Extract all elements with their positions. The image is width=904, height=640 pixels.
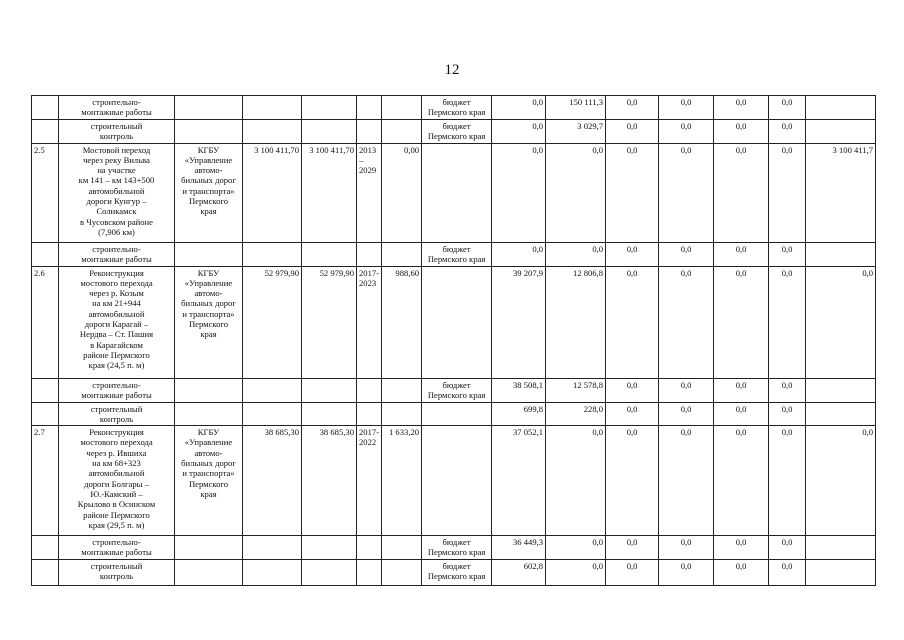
row-number-cell: 2.5 [32, 143, 59, 242]
funding-source-cell: бюджет Пермского края [422, 560, 492, 586]
table-row [32, 560, 876, 586]
value-year-2-cell: 0,0 [546, 143, 606, 242]
value-total-cell [806, 96, 876, 120]
funded-amount-cell [382, 536, 422, 560]
row-number-cell [32, 96, 59, 120]
page-number: 12 [444, 62, 460, 78]
value-year-6-cell: 0,0 [769, 560, 806, 586]
row-number-cell [32, 378, 59, 402]
row-number-cell: 2.6 [32, 266, 59, 378]
organization-cell [175, 242, 243, 266]
period-cell [357, 242, 382, 266]
value-year-2-cell: 0,0 [546, 242, 606, 266]
table-row [32, 143, 876, 242]
value-year-5-cell: 0,0 [714, 242, 769, 266]
value-year-3-cell: 0,0 [606, 120, 659, 144]
table-row [32, 120, 876, 144]
work-name-cell: строительно- монтажные работы [59, 242, 175, 266]
work-name-cell: строительный контроль [59, 560, 175, 586]
value-year-4-cell: 0,0 [659, 120, 714, 144]
funded-amount-cell [382, 402, 422, 426]
period-cell [357, 402, 382, 426]
value-year-4-cell: 0,0 [659, 266, 714, 378]
value-year-6-cell: 0,0 [769, 426, 806, 536]
table-row [32, 426, 876, 536]
organization-cell [175, 120, 243, 144]
funded-amount-cell [382, 242, 422, 266]
organization-cell: КГБУ «Управление автомо- бильных дорог и транспорта» Пермского края [175, 426, 243, 536]
value-year-6-cell: 0,0 [769, 242, 806, 266]
funded-amount-cell: 1 633,20 [382, 426, 422, 536]
value-year-4-cell: 0,0 [659, 378, 714, 402]
remaining-cost-cell: 38 685,30 [302, 426, 357, 536]
value-total-cell: 3 100 411,7 [806, 143, 876, 242]
row-number-cell [32, 536, 59, 560]
value-total-cell: 0,0 [806, 266, 876, 378]
remaining-cost-cell [302, 242, 357, 266]
work-name-cell: Реконструкция мостового перехода через р. Козым на км 21+944 автомобильной дороги Карагай – Нердва – Ст. Пашия в Карагайском районе Пермского края (24,5 п. м) [59, 266, 175, 378]
estimated-cost-cell [243, 378, 302, 402]
value-year-2-cell: 0,0 [546, 426, 606, 536]
funded-amount-cell: 988,60 [382, 266, 422, 378]
remaining-cost-cell [302, 560, 357, 586]
value-year-5-cell: 0,0 [714, 426, 769, 536]
value-year-5-cell: 0,0 [714, 96, 769, 120]
work-name-cell: строительный контроль [59, 120, 175, 144]
organization-cell [175, 378, 243, 402]
value-year-4-cell: 0,0 [659, 143, 714, 242]
value-total-cell [806, 120, 876, 144]
value-year-1-cell: 0,0 [492, 242, 546, 266]
funding-source-cell: бюджет Пермского края [422, 96, 492, 120]
remaining-cost-cell [302, 536, 357, 560]
value-total-cell [806, 378, 876, 402]
value-year-2-cell: 0,0 [546, 536, 606, 560]
funding-source-cell: бюджет Пермского края [422, 378, 492, 402]
remaining-cost-cell [302, 402, 357, 426]
period-cell: 2017- 2023 [357, 266, 382, 378]
value-year-1-cell: 0,0 [492, 143, 546, 242]
value-year-6-cell: 0,0 [769, 536, 806, 560]
work-name-cell: строительно- монтажные работы [59, 378, 175, 402]
value-year-1-cell: 699,8 [492, 402, 546, 426]
period-cell: 2013 – 2029 [357, 143, 382, 242]
value-year-3-cell: 0,0 [606, 378, 659, 402]
work-name-cell: строительно- монтажные работы [59, 96, 175, 120]
organization-cell [175, 402, 243, 426]
value-total-cell [806, 242, 876, 266]
period-cell [357, 120, 382, 144]
estimated-cost-cell: 3 100 411,70 [243, 143, 302, 242]
estimated-cost-cell [243, 402, 302, 426]
funded-amount-cell [382, 96, 422, 120]
estimated-cost-cell [243, 120, 302, 144]
value-year-2-cell: 12 806,8 [546, 266, 606, 378]
value-year-3-cell: 0,0 [606, 96, 659, 120]
value-year-3-cell: 0,0 [606, 426, 659, 536]
period-cell [357, 536, 382, 560]
value-year-4-cell: 0,0 [659, 426, 714, 536]
value-year-4-cell: 0,0 [659, 242, 714, 266]
funding-source-cell [422, 426, 492, 536]
table-row [32, 402, 876, 426]
value-year-5-cell: 0,0 [714, 536, 769, 560]
value-year-2-cell: 228,0 [546, 402, 606, 426]
value-year-2-cell: 0,0 [546, 560, 606, 586]
value-total-cell: 0,0 [806, 426, 876, 536]
value-year-5-cell: 0,0 [714, 560, 769, 586]
funding-source-cell [422, 143, 492, 242]
value-year-6-cell: 0,0 [769, 266, 806, 378]
funding-source-cell: бюджет Пермского края [422, 120, 492, 144]
funding-source-cell [422, 266, 492, 378]
value-year-2-cell: 12 578,8 [546, 378, 606, 402]
value-year-5-cell: 0,0 [714, 120, 769, 144]
value-year-5-cell: 0,0 [714, 402, 769, 426]
work-name-cell: Мостовой переход через реку Вильва на участке км 141 – км 143+500 автомобильной дороги Кунгур – Соликамск в Чусовском районе (7,906 км) [59, 143, 175, 242]
table-row [32, 96, 876, 120]
row-number-cell [32, 560, 59, 586]
program-table [31, 95, 876, 586]
funding-source-cell [422, 402, 492, 426]
organization-cell [175, 560, 243, 586]
period-cell [357, 96, 382, 120]
value-year-3-cell: 0,0 [606, 560, 659, 586]
value-year-3-cell: 0,0 [606, 242, 659, 266]
estimated-cost-cell: 52 979,90 [243, 266, 302, 378]
value-year-3-cell: 0,0 [606, 402, 659, 426]
funded-amount-cell [382, 560, 422, 586]
estimated-cost-cell: 38 685,30 [243, 426, 302, 536]
value-year-1-cell: 602,8 [492, 560, 546, 586]
value-year-6-cell: 0,0 [769, 96, 806, 120]
value-year-4-cell: 0,0 [659, 96, 714, 120]
estimated-cost-cell [243, 536, 302, 560]
value-year-6-cell: 0,0 [769, 402, 806, 426]
funded-amount-cell: 0,00 [382, 143, 422, 242]
value-year-2-cell: 3 029,7 [546, 120, 606, 144]
funding-source-cell: бюджет Пермского края [422, 536, 492, 560]
table-row [32, 378, 876, 402]
value-year-3-cell: 0,0 [606, 266, 659, 378]
table-row [32, 266, 876, 378]
row-number-cell [32, 242, 59, 266]
value-year-2-cell: 150 111,3 [546, 96, 606, 120]
value-year-4-cell: 0,0 [659, 402, 714, 426]
funded-amount-cell [382, 120, 422, 144]
work-name-cell: строительный контроль [59, 402, 175, 426]
value-year-1-cell: 39 207,9 [492, 266, 546, 378]
value-year-5-cell: 0,0 [714, 378, 769, 402]
value-year-6-cell: 0,0 [769, 378, 806, 402]
organization-cell [175, 536, 243, 560]
value-total-cell [806, 536, 876, 560]
value-year-1-cell: 0,0 [492, 120, 546, 144]
remaining-cost-cell [302, 378, 357, 402]
value-year-1-cell: 0,0 [492, 96, 546, 120]
period-cell [357, 378, 382, 402]
value-year-5-cell: 0,0 [714, 266, 769, 378]
work-name-cell: Реконструкция мостового перехода через р. Ившиха на км 68+323 автомобильной дороги Болгары – Ю.-Камский – Крылово в Осинском районе Пермского края (29,5 п. м) [59, 426, 175, 536]
value-total-cell [806, 560, 876, 586]
remaining-cost-cell [302, 120, 357, 144]
work-name-cell: строительно- монтажные работы [59, 536, 175, 560]
value-year-3-cell: 0,0 [606, 536, 659, 560]
table-body [32, 96, 876, 586]
table-row [32, 536, 876, 560]
value-year-4-cell: 0,0 [659, 560, 714, 586]
estimated-cost-cell [243, 560, 302, 586]
value-year-1-cell: 36 449,3 [492, 536, 546, 560]
table-row [32, 242, 876, 266]
value-year-6-cell: 0,0 [769, 120, 806, 144]
value-year-5-cell: 0,0 [714, 143, 769, 242]
organization-cell [175, 96, 243, 120]
value-year-3-cell: 0,0 [606, 143, 659, 242]
value-year-4-cell: 0,0 [659, 536, 714, 560]
row-number-cell: 2.7 [32, 426, 59, 536]
remaining-cost-cell: 52 979,90 [302, 266, 357, 378]
funded-amount-cell [382, 378, 422, 402]
organization-cell: КГБУ «Управление автомо- бильных дорог и транспорта» Пермского края [175, 143, 243, 242]
value-year-1-cell: 38 508,1 [492, 378, 546, 402]
row-number-cell [32, 402, 59, 426]
estimated-cost-cell [243, 96, 302, 120]
row-number-cell [32, 120, 59, 144]
value-year-6-cell: 0,0 [769, 143, 806, 242]
funding-source-cell: бюджет Пермского края [422, 242, 492, 266]
value-total-cell [806, 402, 876, 426]
remaining-cost-cell [302, 96, 357, 120]
remaining-cost-cell: 3 100 411,70 [302, 143, 357, 242]
value-year-1-cell: 37 052,1 [492, 426, 546, 536]
period-cell: 2017- 2022 [357, 426, 382, 536]
organization-cell: КГБУ «Управление автомо- бильных дорог и транспорта» Пермского края [175, 266, 243, 378]
estimated-cost-cell [243, 242, 302, 266]
period-cell [357, 560, 382, 586]
